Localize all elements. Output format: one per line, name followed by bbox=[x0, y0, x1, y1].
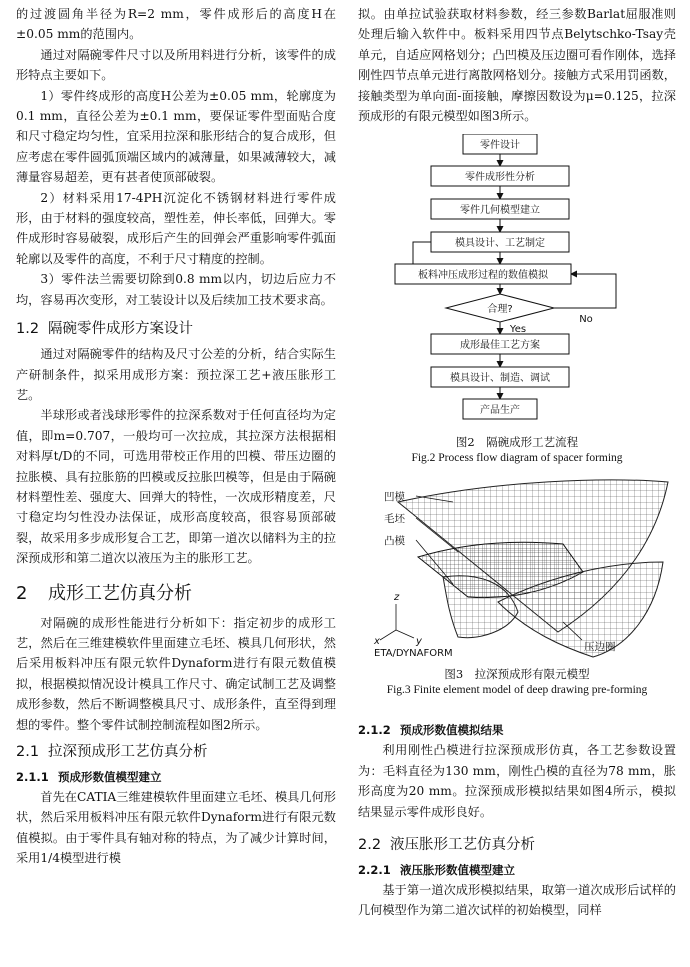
flowchart-figure bbox=[358, 134, 676, 434]
right-column bbox=[358, 0, 676, 921]
label-blank: 毛坯 bbox=[384, 513, 405, 526]
axis-x-label: x bbox=[374, 636, 380, 648]
fem-model-figure bbox=[358, 472, 676, 660]
flow-label-3: 模具设计、工艺制定 bbox=[455, 238, 545, 250]
section-heading-2-1-1: 2.1.1 预成形数值模型建立 bbox=[16, 770, 162, 784]
flow-no-label: No bbox=[579, 314, 593, 326]
paragraph-intro: 通过对隔碗零件尺寸以及所用料进行分析，该零件的成形特点主要如下。 bbox=[16, 47, 336, 83]
label-binder: 压边圈 bbox=[584, 641, 616, 654]
paragraph-1-2b: 半球形或者浅球形零件的拉深系数对于任何直径均为定值，即m=0.707，一般均可一次拉成，其拉深方法根据相对料厚t/D的不同，可选用带校正作用的凹模、带压边圈的拉胀模、具有拉胀筋的凹模或反拉胀凹模等，但是由于隔碗材料塑性差、强度大、回弹大的特性，一次成形精度差，尺寸稳定均匀性没办法保证，成形高度较高，很容易顶部破裂，故采用多步成形复合工艺，即第一道次以储料为主的拉深预成形和第二道次以液压为主的胀形工艺。 bbox=[16, 408, 336, 566]
flow-label-5: 成形最佳工艺方案 bbox=[460, 340, 540, 352]
paragraph-2: 对隔碗的成形性能进行分析如下：指定初步的成形工艺，然后在三维建模软件里面建立毛坯、模具几何形状，然后采用板料冲压有限元软件Dynaform进行有限元数值模拟，根据模拟情况设计模具工作尺寸、确定试制工艺及调整成形参数，然后不断调整模具尺寸、成形条件，直至得到理想的零件。整个零件试制控制流程如图2所示。 bbox=[16, 615, 336, 732]
axis-triad bbox=[380, 604, 414, 640]
flow-label-6: 模具设计、制造、调试 bbox=[450, 373, 550, 385]
list-item-3: 3）零件法兰需要切除到0.8 mm以内，切边后应力不均，容易再次变形，对工装设计以及后续加工技术要求高。 bbox=[16, 272, 336, 307]
software-label: ETA/DYNAFORM bbox=[374, 648, 453, 660]
flow-label-decision: 合理? bbox=[487, 304, 513, 316]
flow-label-1: 零件成形性分析 bbox=[465, 172, 535, 184]
paragraph-continued-right: 拟。由单拉试验获取材料参数，经三参数Barlat屈服准则处理后输入软件中。板料采用四节点Belytschko-Tsay壳单元，自适应网格划分；凸凹模及压边圈可看作刚体，选择刚性四节点单元进行离散网格划分。接触方式采用罚函数，接触类型为单向面-面接触，摩擦因数设为μ=0.125，拉深预成形的有限元模型如图3所示。 bbox=[358, 7, 676, 124]
flow-label-4: 板料冲压成形过程的数值模拟 bbox=[418, 270, 548, 282]
paragraph-2-2-1: 基于第一道次成形模拟结果，取第一道次成形后试样的几何模型作为第二道次试样的初始模型，同样 bbox=[358, 883, 676, 918]
figure-2-caption-en: Fig.2 Process flow diagram of spacer forming bbox=[411, 452, 623, 465]
paragraph-2-1-1: 首先在CATIA三维建模软件里面建立毛坯、模具几何形状，然后采用板料冲压有限元软件Dynaform进行有限元数值模拟。由于零件具有轴对称的特点，为了减少计算时间，采用1/4模型进行模 bbox=[16, 790, 336, 866]
flow-yes-label: Yes bbox=[509, 324, 527, 336]
flow-label-0: 零件设计 bbox=[480, 140, 520, 152]
label-punch: 凸模 bbox=[384, 535, 405, 548]
section-heading-1-2: 1.2 隔碗零件成形方案设计 bbox=[16, 321, 193, 338]
figure-2-caption-cn: 图2 隔碗成形工艺流程 bbox=[455, 435, 579, 450]
section-heading-2-2-1: 2.2.1 液压胀形数值模型建立 bbox=[358, 863, 515, 878]
paragraph-2-1-2: 利用刚性凸模进行拉深预成形仿真，各工艺参数设置为：毛料直径为130 mm，刚性凸模的直径为78 mm，胀形高度为20 mm。拉深预成形模拟结果如图4所示，模拟结果显示零件成形良好。 bbox=[358, 743, 676, 819]
axis-y-label: y bbox=[416, 636, 422, 648]
section-heading-2-1: 2.1 拉深预成形工艺仿真分析 bbox=[16, 744, 208, 760]
figure-3-caption-en: Fig.3 Finite element model of deep drawing pre-forming bbox=[386, 684, 648, 697]
figure-3-caption-cn: 图3 拉深预成形有限元模型 bbox=[444, 667, 590, 682]
list-item-1: 1）零件终成形的高度H公差为±0.05 mm，轮廓度为0.1 mm，直径公差为±0.1 mm，要保证零件型面贴合度和尺寸稳定均匀性，宜采用拉深和胀形结合的复合成形，但应考虑在零件圆弧顶端区域内的减薄量，如果减薄较大，减薄量容易超差，更有甚者使顶部破裂。 bbox=[16, 88, 336, 185]
section-heading-2-1-2: 2.1.2 预成形数值模拟结果 bbox=[358, 723, 504, 738]
paragraph-continued: 的过渡圆角半径为R=2 mm，零件成形后的高度H在±0.05 mm的范围内。 bbox=[16, 7, 336, 42]
flow-label-7: 产品生产 bbox=[480, 405, 520, 417]
paragraph-1-2a: 通过对隔碗零件的结构及尺寸公差的分析，结合实际生产研制条件，拟采用成形方案：预拉深工艺+液压胀形工艺。 bbox=[16, 347, 336, 402]
flow-label-2: 零件几何模型建立 bbox=[460, 205, 540, 217]
section-heading-2: 2 成形工艺仿真分析 bbox=[16, 582, 192, 604]
left-column bbox=[16, 0, 336, 869]
list-item-2: 2）材料采用17-4PH沉淀化不锈钢材料进行零件成形，由于材料的强度较高，塑性差，伸长率低，回弹大。零件成形时容易破裂，成形后产生的回弹会严重影响零件弧面轮廓以及零件的高度，不利于尺寸精度的控制。 bbox=[16, 190, 336, 266]
section-heading-2-2: 2.2 液压胀形工艺仿真分析 bbox=[358, 837, 535, 854]
axis-z-label: z bbox=[394, 592, 400, 604]
label-die: 凹模 bbox=[384, 491, 405, 504]
